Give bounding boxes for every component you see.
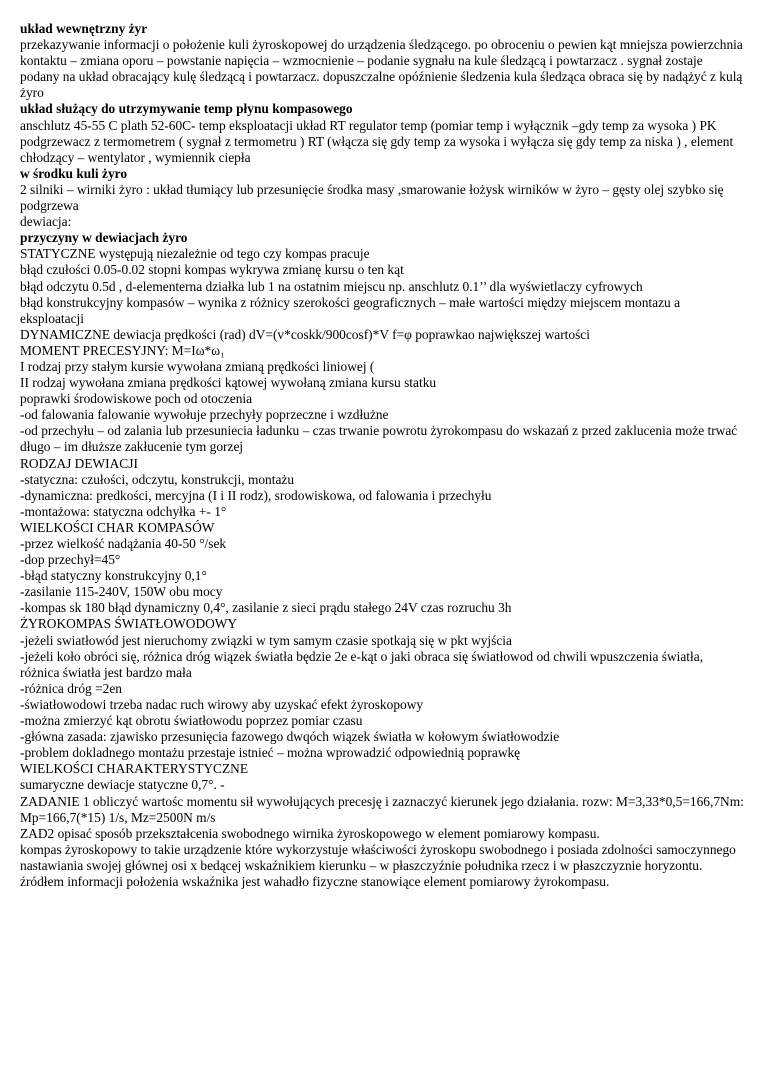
line-compass-sk180: -kompas sk 180 błąd dynamiczny 0,4°, zasilanie z sieci prądu stałego 24V czas rozruchu 3h: [20, 600, 512, 616]
line-mounting-type: -montażowa: statyczna odchyłka +- 1°: [20, 503, 227, 519]
line-follow-rate: -przez wielkość nadążania 40-50 °/sek: [20, 536, 227, 551]
line-precession-moment: MOMENT PRECESYJNY: M=Iω*ω₁: [20, 342, 225, 358]
line-dynamic-deviations: DYNAMICZNE dewiacja prędkości (rad) dV=(v*coskk/900cosf)*V f=φ poprawkao największej wartości: [20, 326, 590, 342]
line-power-supply: -zasilanie 115-240V, 150W obu mocy: [20, 584, 223, 600]
paragraph-gyro-motors: 2 silniki – wirniki żyro : układ tłumiący lub przesunięcie środka masy ,smarowanie łożysk wirników w żyro – gęsty olej szybko się podgrzewa: [20, 181, 724, 214]
line-reading-error: błąd odczytu 0.5d , d-elementerna działka lub 1 na ostatnim miejscu np. anschlutz 0.1’’ dla wyświetlaczy cyfrowych: [20, 278, 643, 294]
line-static-construction-error: -błąd statyczny konstrukcyjny 0,1°: [20, 568, 207, 584]
line-task-1: ZADANIE 1 obliczyć wartośc momentu sił wywołujących precesję i zaznaczyć kierunek jego działania. rozw: M=3,33*0,5=166,7Nm: Mp=166,7(*15) 1/s, Mz=2500N m/s: [20, 793, 744, 825]
line-first-kind: I rodzaj przy stałym kursie wywołana zmianą prędkości liniowej (: [20, 358, 375, 374]
heading-compass-characteristics: WIELKOŚCI CHAR KOMPASÓW: [20, 519, 215, 535]
paragraph-gyrocompass-definition: kompas żyroskopowy to takie urządzenie które wykorzystuje właściwości żyroskopu swobodnego i posiada zdolności samoczynnego nastawiania swojej głównej osi x bedącej wskaźnikiem kierunku – w płaszczyźnie południka rzecz i w płaszczyznie horyzontu. źródłem informacji położenia wskaźnika jest wahadło fizyczne stanowiące element pomiarowy żyrokompasu.: [20, 841, 736, 889]
heading-deviation-causes: przyczyny w dewiacjach żyro: [20, 230, 188, 246]
heading-fiber-optic-gyrocompass: ŻYROKOMPAS ŚWIATŁOWODOWY: [20, 616, 238, 632]
line-static-type: -statyczna: czułości, odczytu, konstrukcji, montażu: [20, 471, 295, 487]
line-environmental-corrections: poprawki środowiskowe poch od otoczenia: [20, 391, 253, 407]
line-mounting-problem: -problem dokladnego montażu przestaje istnieć – można wprowadzić odpowiednią poprawkę: [20, 745, 521, 761]
line-path-difference: -różnica dróg =2en: [20, 680, 122, 696]
line-dynamic-type: -dynamiczna: predkości, mercyjna (I i II rodz), srodowiskowa, od falowania i przechyłu: [20, 487, 492, 503]
line-measure-angle: -można zmierzyć kąt obrotu światłowodu poprzez pomiar czasu: [20, 713, 363, 729]
line-main-principle: -główna zasada: zjawisko przesunięcia fazowego dwqóch wiązek światła w kołowym światłowodzie: [20, 729, 560, 745]
text-deviation-label: dewiacja:: [20, 214, 72, 230]
line-total-static-deviation: sumaryczne dewiacje statyczne 0,7°. -: [20, 777, 225, 793]
line-wave-correction: -od falowania falowanie wywołuje przechyły poprzeczne i wzdłużne: [20, 407, 389, 423]
line-heel-correction: -od przechyłu – od zalania lub przesuniecia ładunku – czas trwanie powrotu żyrokompasu do wskazań z przed zaklucenia może trwać długo – im dłuższe zakłucenie tym gorzej: [20, 423, 738, 455]
heading-internal-gyro-system: układ wewnętrzny żyr: [20, 21, 148, 36]
line-construction-error: błąd konstrukcyjny kompasów – wynika z różnicy szerokości geograficznych – małe wartości między miejscem montazu a eksploatacji: [20, 294, 681, 326]
line-fiber-stationary: -jeżeli swiatłowód jest nieruchomy związki w tym samym czasie spotkają się w pkt wyjścia: [20, 632, 512, 648]
paragraph-tracking-sphere: przekazywanie informacji o położenie kuli żyroskopowej do urządzenia śledzącego. po obroceniu o pewien kąt mniejsza powierzchnia kontaktu – zmiana oporu – powstanie napięcia – wzmocnienie – podanie sygnału na kule śledzącą i powtarzacz . sygnał zostaje podany na układ obracający kulę śledzącą i powtarzacz. dopuszczalne opóźnienie śledzenia kula śledząca obraca się by nadążyć z kulą żyro: [20, 37, 743, 101]
line-rotational-motion: -światłowodowi trzeba nadac ruch wirowy aby uzyskać efekt żyroskopowy: [20, 696, 424, 712]
line-second-kind: II rodzaj wywołana zmiana prędkości kątowej wywołaną zmiana kursu statku: [20, 375, 437, 391]
line-static-deviations: STATYCZNE występują niezależnie od tego czy kompas pracuje: [20, 246, 370, 262]
document-page: [20, 21, 744, 890]
line-task-2: ZAD2 opisać sposób przekształcenia swobodnego wirnika żyroskopowego w element pomiarowy kompasu.: [20, 825, 600, 841]
heading-compass-fluid-temperature: układ służący do utrzymywanie temp płynu kompasowego: [20, 101, 353, 117]
heading-characteristic-values: WIELKOŚCI CHARAKTERYSTYCZNE: [20, 761, 249, 777]
heading-deviation-types: RODZAJ DEWIACJI: [20, 455, 138, 471]
line-allowed-heel: -dop przechył=45°: [20, 552, 121, 568]
heading-inside-gyro-sphere: w środku kuli żyro: [20, 165, 128, 181]
paragraph-temperature-regulation: anschlutz 45-55 C plath 52-60C- temp eksploatacji układ RT regulator temp (pomiar temp i wyłącznik –gdy temp za wysoka ) PK podgrzewacz z termometrem ( sygnał z termometru ) RT (włącza się gdy temp za wysoka i wyłącza się gdy temp za niska ) , element chłodzący – wentylator , wymiennik ciepła: [20, 117, 734, 165]
line-sensitivity-error: błąd czułości 0.05-0.02 stopni kompas wykrywa zmianę kursu o ten kąt: [20, 262, 404, 278]
line-fiber-rotating: -jeżeli koło obróci się, różnica dróg wiązek światła będzie 2e e-kąt o jaki obraca się światłowod od chwili wpuszczenia światła, różnica światła jest bardzo mała: [20, 648, 704, 680]
